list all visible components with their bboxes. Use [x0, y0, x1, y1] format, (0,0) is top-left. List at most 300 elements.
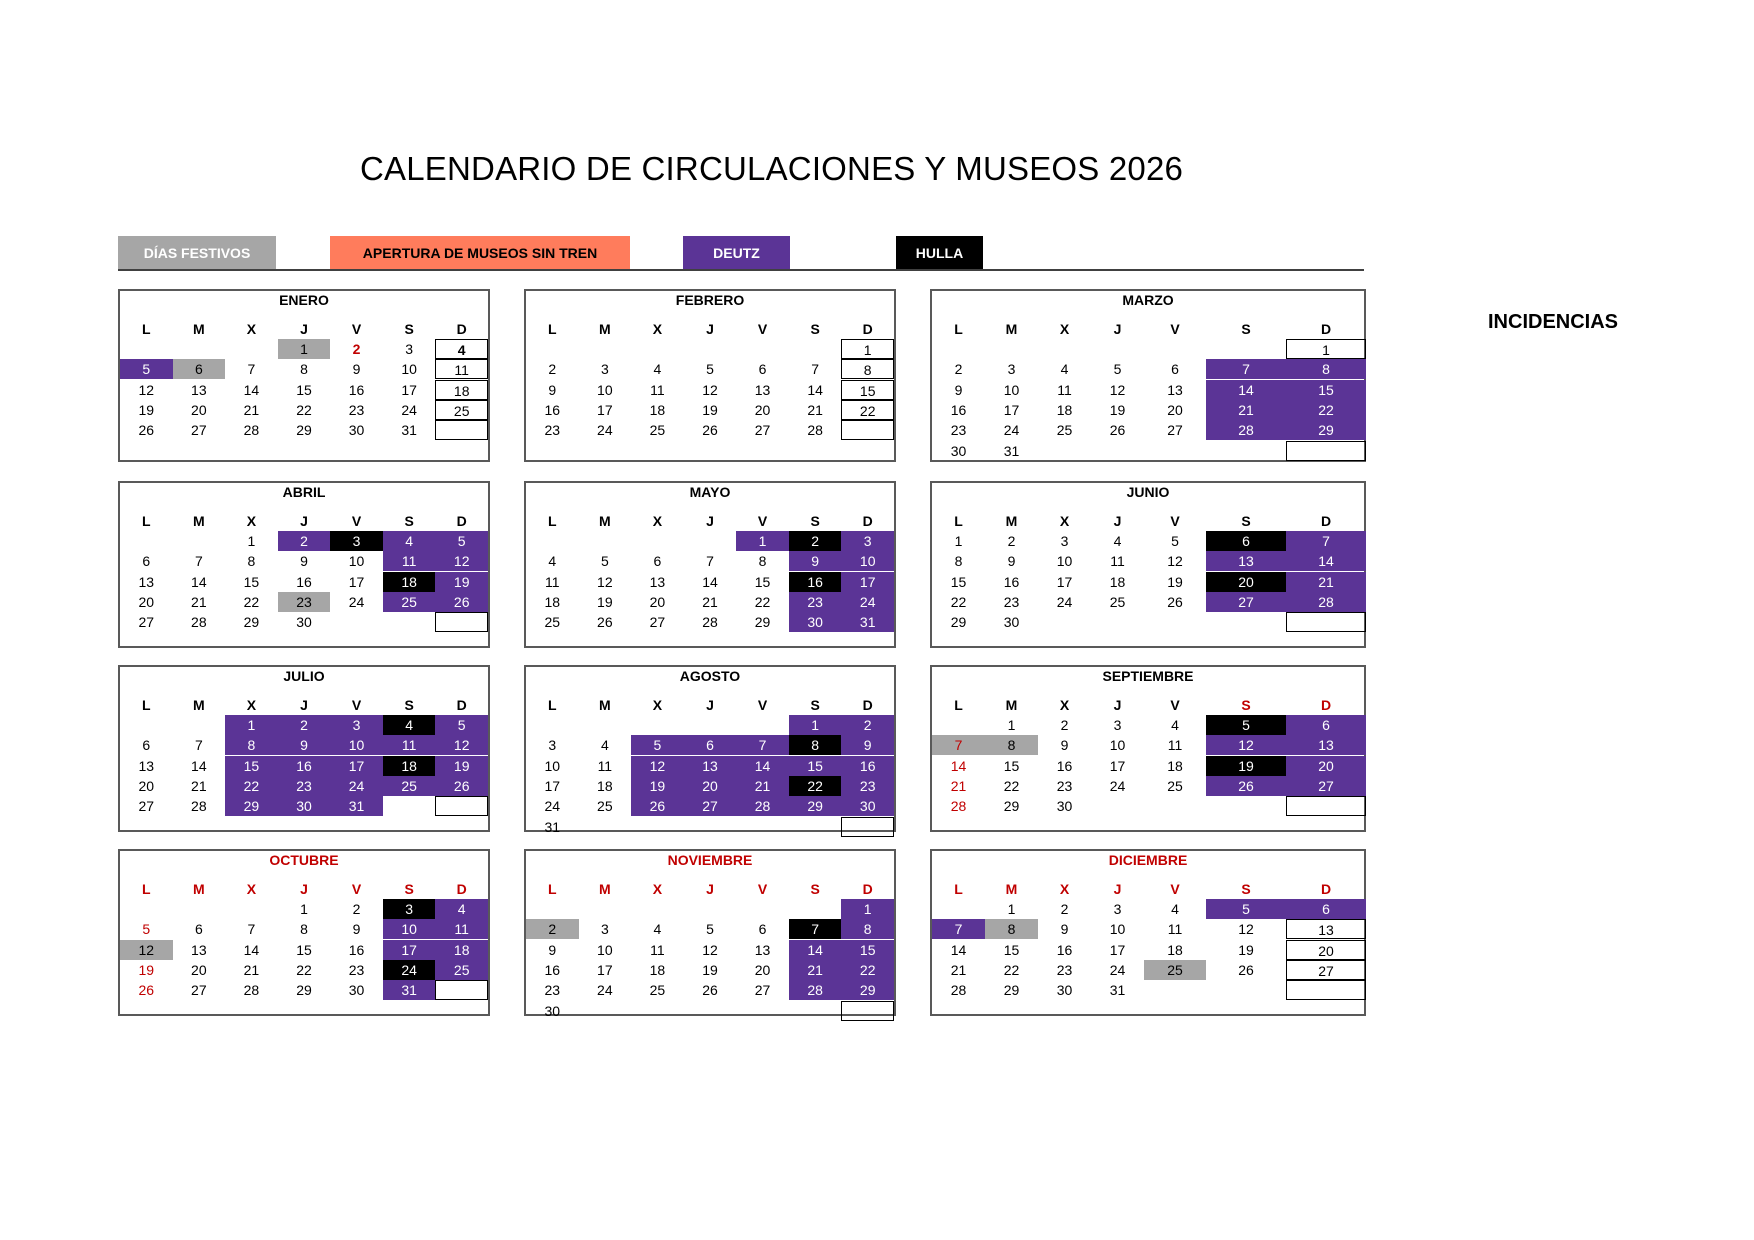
weekday-header: L [548, 881, 557, 897]
calendar-day: 7 [247, 921, 256, 938]
calendar-day: 5 [1113, 361, 1122, 378]
calendar-day: 27 [191, 422, 207, 439]
calendar-day: 27 [191, 982, 207, 999]
calendar-day: 25 [1167, 777, 1183, 794]
empty-day-cell [435, 796, 488, 816]
weekday-header: V [757, 881, 768, 897]
calendar-day: 22 [841, 960, 894, 980]
calendar-day: 24 [348, 593, 365, 610]
calendar-day: 13 [1206, 551, 1286, 571]
calendar-day: 30 [348, 422, 365, 439]
calendar-day: 26 [702, 422, 718, 439]
calendar-day: 5 [1206, 715, 1286, 735]
calendar-day: 7 [932, 735, 985, 755]
month-name: ENERO [279, 292, 329, 308]
weekday-header: X [246, 881, 257, 897]
calendar-day: 30 [278, 796, 331, 816]
calendar-day: 26 [138, 422, 155, 439]
calendar-day: 27 [1167, 422, 1183, 439]
calendar-day: 5 [631, 735, 684, 755]
calendar-day: 20 [138, 593, 155, 610]
calendar-day: 2 [1060, 717, 1069, 733]
calendar-day: 27 [684, 796, 737, 816]
calendar-day: 15 [296, 381, 312, 398]
calendar-day: 3 [548, 737, 557, 754]
calendar-day: 17 [330, 756, 383, 776]
calendar-day: 23 [1003, 593, 1020, 610]
calendar-day: 5 [1206, 899, 1286, 919]
calendar-day: 19 [631, 776, 684, 796]
calendar-day: 14 [807, 381, 823, 398]
calendar-day: 1 [300, 901, 308, 917]
calendar-day: 11 [545, 573, 560, 590]
weekday-header: V [351, 697, 362, 713]
weekday-header: J [706, 881, 714, 897]
calendar-day: 26 [597, 614, 613, 631]
calendar-day: 13 [191, 941, 207, 958]
weekday-header: S [810, 697, 820, 713]
calendar-day: 16 [296, 573, 312, 590]
calendar-day: 4 [435, 899, 488, 919]
calendar-day: 15 [950, 573, 967, 590]
calendar-day: 29 [225, 796, 278, 816]
month-junio [930, 481, 1366, 648]
calendar-day: 13 [754, 941, 771, 958]
empty-day-cell [1286, 441, 1366, 461]
calendar-day: 12 [120, 940, 173, 960]
calendar-day: 14 [789, 940, 842, 960]
legend-item-apertura-de-museos-sin-tren: APERTURA DE MUSEOS SIN TREN [330, 236, 630, 269]
weekday-header: X [652, 881, 663, 897]
calendar-day: 1 [225, 715, 278, 735]
weekday-header: L [142, 513, 151, 529]
weekday-header: D [456, 881, 467, 897]
calendar-day: 21 [1206, 400, 1286, 420]
calendar-day: 10 [1056, 553, 1073, 570]
empty-day-cell [841, 817, 894, 837]
calendar-day: 13 [191, 381, 207, 398]
weekday-header: L [954, 881, 963, 897]
calendar-day: 17 [1056, 573, 1073, 590]
calendar-day: 16 [278, 756, 331, 776]
calendar-day: 18 [435, 940, 488, 960]
calendar-day: 7 [811, 361, 820, 378]
calendar-day: 2 [526, 919, 579, 939]
weekday-header: X [652, 513, 663, 529]
weekday-header: M [1005, 321, 1018, 337]
weekday-header: D [862, 513, 873, 529]
weekday-header: V [1170, 881, 1180, 897]
calendar-day: 12 [1167, 553, 1183, 570]
calendar-day: 5 [706, 921, 714, 938]
calendar-day: 14 [736, 756, 789, 776]
legend-item-deutz: DEUTZ [683, 236, 790, 269]
weekday-header: J [1113, 321, 1122, 337]
calendar-day: 16 [348, 941, 365, 958]
weekday-header: J [300, 513, 308, 529]
weekday-header: L [954, 321, 963, 337]
calendar-day: 18 [1109, 573, 1126, 590]
calendar-day: 4 [653, 361, 662, 378]
calendar-day: 10 [1109, 737, 1126, 754]
calendar-day: 23 [348, 401, 365, 418]
weekday-header: L [142, 697, 151, 713]
calendar-day: 14 [191, 573, 207, 590]
calendar-day: 31 [383, 980, 436, 1000]
empty-day-cell [1286, 612, 1366, 632]
calendar-day: 17 [383, 940, 436, 960]
calendar-day: 26 [1109, 422, 1126, 439]
calendar-day: 18 [1167, 757, 1183, 774]
calendar-day: 5 [142, 921, 151, 938]
calendar-day: 8 [247, 553, 256, 570]
calendar-day: 28 [191, 614, 207, 631]
calendar-day: 28 [702, 614, 718, 631]
weekday-header: D [1320, 321, 1332, 337]
calendar-day: 25 [1144, 960, 1206, 980]
calendar-day: 18 [649, 401, 666, 418]
legend-item-hulla: HULLA [896, 236, 983, 269]
calendar-day: 2 [954, 361, 963, 378]
weekday-header: L [548, 321, 557, 337]
calendar-day: 30 [296, 614, 312, 631]
weekday-header: V [757, 697, 768, 713]
calendar-day: 2 [278, 715, 331, 735]
weekday-header: X [246, 697, 257, 713]
weekday-header: X [246, 513, 257, 529]
weekday-header: S [810, 881, 820, 897]
calendar-day: 9 [841, 735, 894, 755]
weekday-header: X [246, 321, 257, 337]
calendar-day: 2 [352, 901, 361, 917]
calendar-day: 30 [348, 982, 365, 999]
calendar-day: 20 [191, 961, 207, 978]
weekday-header: V [351, 513, 362, 529]
calendar-day: 25 [597, 798, 613, 815]
weekday-header: M [1005, 513, 1018, 529]
calendar-day: 6 [173, 359, 226, 379]
calendar-day: 24 [1109, 961, 1126, 978]
legend-item-d-as-festivos: DÍAS FESTIVOS [118, 236, 276, 269]
calendar-day: 13 [649, 573, 666, 590]
calendar-day: 29 [789, 796, 842, 816]
calendar-day: 14 [1286, 551, 1366, 571]
month-septiembre [930, 665, 1366, 832]
weekday-header: X [1059, 881, 1070, 897]
calendar-day: 9 [789, 551, 842, 571]
calendar-day: 6 [1286, 715, 1366, 735]
calendar-day: 31 [841, 612, 894, 632]
calendar-day: 26 [1238, 961, 1254, 978]
calendar-day: 6 [684, 735, 737, 755]
calendar-day: 22 [243, 593, 260, 610]
calendar-day: 7 [789, 919, 842, 939]
weekday-header: M [599, 697, 611, 713]
calendar-day: 19 [1206, 756, 1286, 776]
calendar-day: 21 [950, 777, 967, 794]
calendar-day: 3 [1007, 361, 1016, 378]
calendar-day: 22 [225, 776, 278, 796]
weekday-header: J [300, 881, 308, 897]
weekday-header: D [456, 697, 467, 713]
calendar-day: 3 [1113, 717, 1122, 733]
calendar-day: 3 [383, 899, 436, 919]
weekday-header: S [1241, 513, 1251, 529]
calendar-day: 29 [950, 614, 967, 631]
calendar-day: 11 [650, 941, 665, 958]
calendar-day: 18 [544, 593, 561, 610]
calendar-day: 29 [243, 614, 260, 631]
calendar-day: 20 [191, 401, 207, 418]
calendar-day: 1 [1286, 339, 1366, 359]
calendar-day: 8 [841, 359, 894, 379]
calendar-day: 10 [330, 735, 383, 755]
calendar-day: 4 [653, 921, 662, 938]
calendar-day: 25 [1109, 593, 1126, 610]
weekday-header: L [548, 513, 557, 529]
calendar-day: 3 [330, 531, 383, 551]
weekday-header: D [456, 321, 467, 337]
calendar-day: 2 [841, 715, 894, 735]
calendar-day: 9 [352, 361, 361, 378]
weekday-header: L [142, 881, 151, 897]
calendar-day: 7 [1286, 531, 1366, 551]
calendar-day: 17 [544, 777, 561, 794]
calendar-day: 6 [653, 553, 662, 570]
month-name: JUNIO [1126, 484, 1170, 500]
calendar-day: 28 [950, 982, 967, 999]
calendar-day: 10 [348, 553, 365, 570]
calendar-day: 19 [435, 572, 488, 592]
calendar-day: 10 [401, 361, 417, 378]
calendar-day: 1 [789, 715, 842, 735]
calendar-day: 11 [435, 359, 488, 379]
calendar-day: 29 [1003, 798, 1020, 815]
calendar-day: 28 [807, 422, 823, 439]
calendar-day: 8 [985, 735, 1038, 755]
weekday-header: M [193, 697, 205, 713]
calendar-day: 12 [702, 941, 718, 958]
calendar-day: 24 [401, 401, 417, 418]
month-name: FEBRERO [675, 292, 745, 308]
calendar-day: 24 [1109, 777, 1126, 794]
calendar-day: 14 [1206, 380, 1286, 400]
calendar-day: 21 [243, 961, 260, 978]
calendar-day: 23 [1056, 777, 1073, 794]
weekday-header: S [404, 321, 414, 337]
calendar-day: 1 [1007, 901, 1016, 917]
calendar-day: 17 [348, 573, 365, 590]
calendar-day: 11 [1167, 921, 1183, 938]
weekday-header: M [599, 513, 611, 529]
calendar-day: 20 [754, 961, 771, 978]
weekday-header: L [548, 697, 557, 713]
calendar-day: 1 [247, 533, 256, 549]
calendar-day: 30 [1003, 614, 1020, 631]
calendar-day: 16 [1056, 757, 1073, 774]
weekday-header: J [706, 513, 714, 529]
weekday-header: D [1320, 697, 1332, 713]
incidencias-heading: INCIDENCIAS [1488, 311, 1619, 333]
calendar-day: 20 [1286, 940, 1366, 960]
calendar-day: 26 [435, 592, 488, 612]
calendar-day: 23 [278, 776, 331, 796]
calendar-day: 21 [789, 960, 842, 980]
calendar-day: 19 [1167, 573, 1183, 590]
calendar-day: 16 [841, 756, 894, 776]
empty-day-cell [841, 420, 894, 440]
calendar-day: 15 [243, 573, 260, 590]
calendar-day: 2 [1007, 533, 1016, 549]
weekday-header: V [351, 321, 362, 337]
calendar-day: 13 [138, 573, 155, 590]
calendar-day: 24 [330, 776, 383, 796]
calendar-day: 27 [754, 982, 771, 999]
calendar-day: 2 [548, 361, 557, 378]
weekday-header: L [142, 321, 151, 337]
weekday-header: M [193, 881, 205, 897]
calendar-day: 30 [1056, 798, 1073, 815]
calendar-day: 23 [1056, 961, 1073, 978]
calendar-day: 7 [1206, 359, 1286, 379]
calendar-day: 19 [138, 401, 155, 418]
calendar-day: 10 [383, 919, 436, 939]
weekday-header: D [862, 881, 873, 897]
calendar-day: 28 [950, 798, 967, 815]
calendar-day: 9 [300, 553, 308, 570]
calendar-day: 12 [631, 756, 684, 776]
calendar-day: 6 [758, 361, 767, 378]
calendar-day: 13 [1286, 919, 1366, 939]
calendar-day: 20 [1206, 572, 1286, 592]
calendar-day: 11 [383, 551, 436, 571]
calendar-day: 19 [138, 961, 155, 978]
calendar-day: 1 [954, 533, 963, 549]
calendar-day: 7 [194, 737, 203, 754]
calendar-day: 21 [807, 401, 823, 418]
weekday-header: V [351, 881, 362, 897]
calendar-day: 23 [789, 592, 842, 612]
calendar-day: 24 [383, 960, 436, 980]
calendar-day: 28 [1206, 420, 1286, 440]
month-name: AGOSTO [679, 668, 741, 684]
weekday-header: S [404, 881, 414, 897]
calendar-day: 27 [649, 614, 666, 631]
calendar-day: 19 [702, 401, 718, 418]
calendar-day: 16 [1056, 941, 1073, 958]
month-name: ABRIL [282, 484, 326, 500]
calendar-day: 9 [1007, 553, 1016, 570]
calendar-day: 12 [597, 573, 613, 590]
calendar-day: 25 [649, 422, 666, 439]
calendar-day: 14 [243, 381, 260, 398]
calendar-day: 8 [300, 921, 308, 938]
weekday-header: J [706, 321, 714, 337]
calendar-day: 30 [544, 1002, 561, 1019]
calendar-day: 24 [1056, 593, 1073, 610]
calendar-day: 29 [296, 982, 312, 999]
calendar-day: 5 [435, 715, 488, 735]
calendar-day: 6 [758, 921, 767, 938]
weekday-header: S [810, 321, 820, 337]
calendar-day: 8 [789, 735, 842, 755]
weekday-header: S [1241, 321, 1251, 337]
calendar-day: 18 [435, 380, 488, 400]
weekday-header: J [706, 697, 714, 713]
calendar-day: 26 [138, 982, 155, 999]
calendar-day: 15 [296, 941, 312, 958]
calendar-day: 20 [684, 776, 737, 796]
calendar-day: 30 [841, 796, 894, 816]
legend-divider [118, 269, 1364, 271]
empty-day-cell [841, 1001, 894, 1021]
calendar-day: 11 [1167, 737, 1183, 754]
calendar-day: 18 [383, 572, 436, 592]
calendar-day: 21 [736, 776, 789, 796]
calendar-day: 9 [548, 381, 557, 398]
calendar-day: 26 [702, 982, 718, 999]
calendar-day: 21 [950, 961, 967, 978]
calendar-day: 31 [1003, 442, 1020, 459]
calendar-day: 27 [138, 614, 155, 631]
calendar-day: 30 [1056, 982, 1073, 999]
calendar-day: 8 [225, 735, 278, 755]
calendar-day: 22 [1003, 961, 1020, 978]
calendar-day: 10 [1003, 381, 1020, 398]
calendar-day: 20 [754, 401, 771, 418]
calendar-day: 20 [649, 593, 666, 610]
calendar-day: 16 [950, 401, 967, 418]
month-abril [118, 481, 490, 648]
calendar-day: 14 [950, 757, 967, 774]
calendar-day: 4 [1060, 361, 1069, 378]
calendar-day: 29 [841, 980, 894, 1000]
calendar-day: 12 [1109, 381, 1126, 398]
calendar-day: 22 [296, 961, 312, 978]
calendar-day: 18 [383, 756, 436, 776]
weekday-header: V [1170, 513, 1180, 529]
calendar-day: 9 [954, 381, 963, 398]
empty-day-cell [435, 980, 488, 1000]
weekday-header: M [193, 321, 205, 337]
calendar-day: 30 [950, 442, 967, 459]
calendar-day: 25 [383, 776, 436, 796]
weekday-header: J [300, 321, 308, 337]
weekday-header: D [1320, 881, 1332, 897]
calendar-day: 6 [142, 553, 151, 570]
calendar-day: 17 [841, 572, 894, 592]
calendar-day: 16 [544, 961, 561, 978]
calendar-day: 25 [435, 960, 488, 980]
calendar-day: 12 [702, 381, 718, 398]
calendar-day: 12 [435, 735, 488, 755]
calendar-day: 25 [435, 400, 488, 420]
calendar-day: 22 [1286, 400, 1366, 420]
weekday-header: S [404, 697, 414, 713]
weekday-header: X [652, 321, 663, 337]
month-febrero [524, 289, 896, 462]
calendar-day: 22 [754, 593, 771, 610]
calendar-day: 21 [191, 593, 207, 610]
calendar-day: 2 [789, 531, 842, 551]
calendar-day: 13 [684, 756, 737, 776]
calendar-day: 9 [1060, 737, 1069, 754]
weekday-header: M [1005, 697, 1018, 713]
calendar-day: 16 [789, 572, 842, 592]
calendar-day: 27 [1286, 776, 1366, 796]
calendar-day: 7 [706, 553, 714, 570]
weekday-header: D [862, 697, 873, 713]
